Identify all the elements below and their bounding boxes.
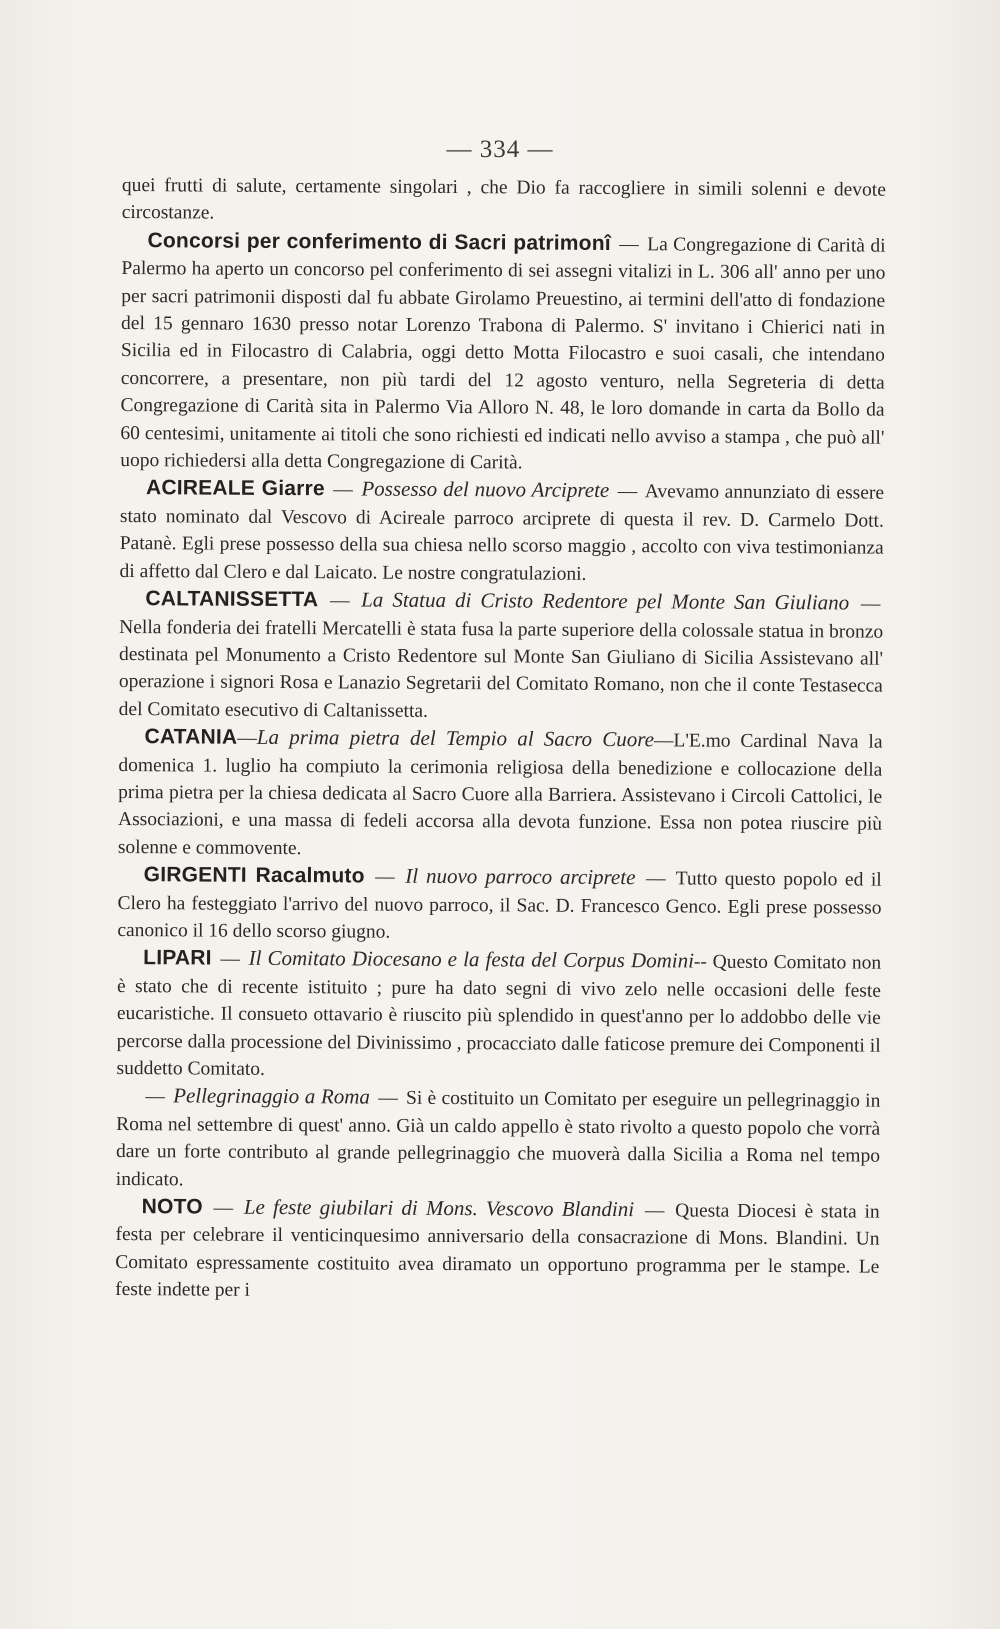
dash-separator: — <box>237 727 257 749</box>
paragraph-text: Tutto questo popolo ed il Clero ha festeggiato l'arrivo del nuovo parroco, il Sac. D. Francesco Genco. Egli prese possesso canonico il 16 dello scorso giugno. <box>117 868 882 943</box>
paragraph-text: L'E.mo Cardinal Nava la domenica 1. luglio ha compiuto la cerimonia religiosa della benedizione e collocazione della prima pietra per la chiesa dedicata al Sacro Cuore alla Barriera. Assistevano i Circoli Cattolici, le Associazioni, e una massa di fedeli accorsa alla devota funzione. Essa non potea riuscire più solenne e commovente. <box>117 730 883 859</box>
section-heading: GIRGENTI Racalmuto <box>143 863 365 888</box>
paragraph-girgenti <box>117 861 881 949</box>
dash-separator: — <box>220 948 240 971</box>
section-subheading: La prima pietra del Tempio al Sacro Cuore <box>256 724 655 752</box>
section-subheading: Il Comitato Diocesano e la festa del Corpus Domini <box>248 946 695 973</box>
section-heading: NOTO <box>141 1195 203 1219</box>
dash-separator: — <box>644 1200 665 1222</box>
dash-separator: — <box>860 593 881 615</box>
paragraph-pellegrinaggio <box>116 1082 881 1197</box>
section-subheading: Le feste giubilari di Mons. Vescovo Blandini <box>243 1194 635 1222</box>
section-heading: Concorsi per conferimento di Sacri patrimonî <box>147 228 611 255</box>
dash-separator: — <box>619 233 639 255</box>
dash-separator: -- <box>693 951 708 973</box>
dash-separator: — <box>645 868 666 890</box>
paragraph-text: Si è costituito un Comitato per eseguire un pellegrinaggio in Roma nel settembre di quest' anno. Già un caldo appello è stato rivolto a questo popolo che vorrà dare un forte contributo al grande pellegrinaggio che muoverà dalla Sicilia a Roma nel tempo indicato. <box>115 1088 881 1191</box>
dash-separator: — <box>375 866 395 888</box>
section-heading: CALTANISSETTA <box>145 587 319 612</box>
paragraph-lipari <box>116 944 881 1087</box>
paragraph-caltanissetta <box>119 585 884 728</box>
paragraph-concorsi <box>120 227 885 479</box>
paragraph-text: Questa Diocesi è stata in festa per celebrare il venticinquesimo anniversario della consacrazione di Mons. Blandini. Un Comitato espressamente costituito avea diramato un opportuno programma per le stampe. Le feste indette per i <box>115 1200 880 1302</box>
paragraph-text: quei frutti di salute, certamente singolari , che Dio fa raccogliere in simili solenni e devote circostanze. <box>121 174 886 224</box>
text-column <box>115 172 886 1308</box>
paragraph-continuation <box>122 172 886 231</box>
dash-separator: — <box>213 1197 234 1219</box>
section-subheading: Il nuovo parroco arciprete <box>405 863 636 890</box>
paragraph-acireale <box>119 474 884 589</box>
paragraph-text: Avevamo annunziato di essere stato nominato dal Vescovo di Acireale parroco arciprete di questa il rev. D. Carmelo Dott. Patanè. Egli prese possesso della sua chiesa nello scorso maggio , accolto con viva testimonianza di affetto dal Clero e dal Laicato. Le nostre congratulazioni. <box>119 481 885 585</box>
section-subheading: La Statua di Cristo Redentore pel Monte San Giuliano <box>361 587 850 615</box>
section-subheading: Pellegrinaggio a Roma <box>173 1083 371 1109</box>
dash-separator: — <box>653 730 674 752</box>
paragraph-catania <box>118 723 883 866</box>
page-number: — 334 — <box>446 136 554 163</box>
paragraph-text: Nella fonderia dei fratelli Mercatelli è stata fusa la parte superiore della colossale statua in bronzo destinata pel Monumento a Cristo Redentore sul Monte San Giuliano di Sicilia Assistevano all' operazione i signori Rosa e Lanazio Segretarii del Comitato Romano, non che il conte Testasecca del Comitato esecutivo di Caltanissetta. <box>118 616 884 722</box>
dash-separator: — <box>145 1086 165 1108</box>
paragraph-text: Questo Comitato non è stato che di recente istituito ; pure ha dato segni di vivo zelo nelle occasioni delle feste eucaristiche. Il consueto ottavario è riuscito più splendido in quest'anno per lo addobbo delle vie percorse dalla processione del Divinissimo , procacciato dalle faticose premure dei Componenti il suddetto Comitato. <box>116 951 882 1080</box>
dash-separator: — <box>378 1087 398 1110</box>
dash-separator: — <box>333 479 353 501</box>
section-heading: LIPARI <box>143 946 212 970</box>
dash-separator: — <box>617 481 638 503</box>
paragraph-noto <box>115 1193 880 1308</box>
section-subheading: Possesso del nuovo Arciprete <box>361 476 610 503</box>
section-heading: ACIREALE Giarre <box>145 476 325 501</box>
section-heading: CATANIA <box>144 725 238 749</box>
dash-separator: — <box>329 590 350 612</box>
paragraph-text: La Congregazione di Carità di Palermo ha aperto un concorso pel conferimento di sei assegni vitalizi in L. 306 all' anno per uno per sacri patrimonii disposti dal fu abbate Girolamo Preuestino, ai termini dell'atto di fondazione del 15 gennaro 1630 presso notar Lorenzo Trabona di Palermo. S' invitano i Chierici nati in Sicilia ed in Filocastro di Calabria, oggi detto Motta Filocastro e suoi casali, che intendano concorrere, a presentare, non più tardi del 12 agosto venturo, nella Segreteria di detta Congregazione di Carità sita in Palermo Via Alloro N. 48, le loro domande in carta da Bollo da 60 centesimi, unitamente ai titoli che sono richiesti ed indicati nello avviso a stampa , che può all' uopo richiedersi alla detta Congregazione di Carità. <box>120 234 886 474</box>
